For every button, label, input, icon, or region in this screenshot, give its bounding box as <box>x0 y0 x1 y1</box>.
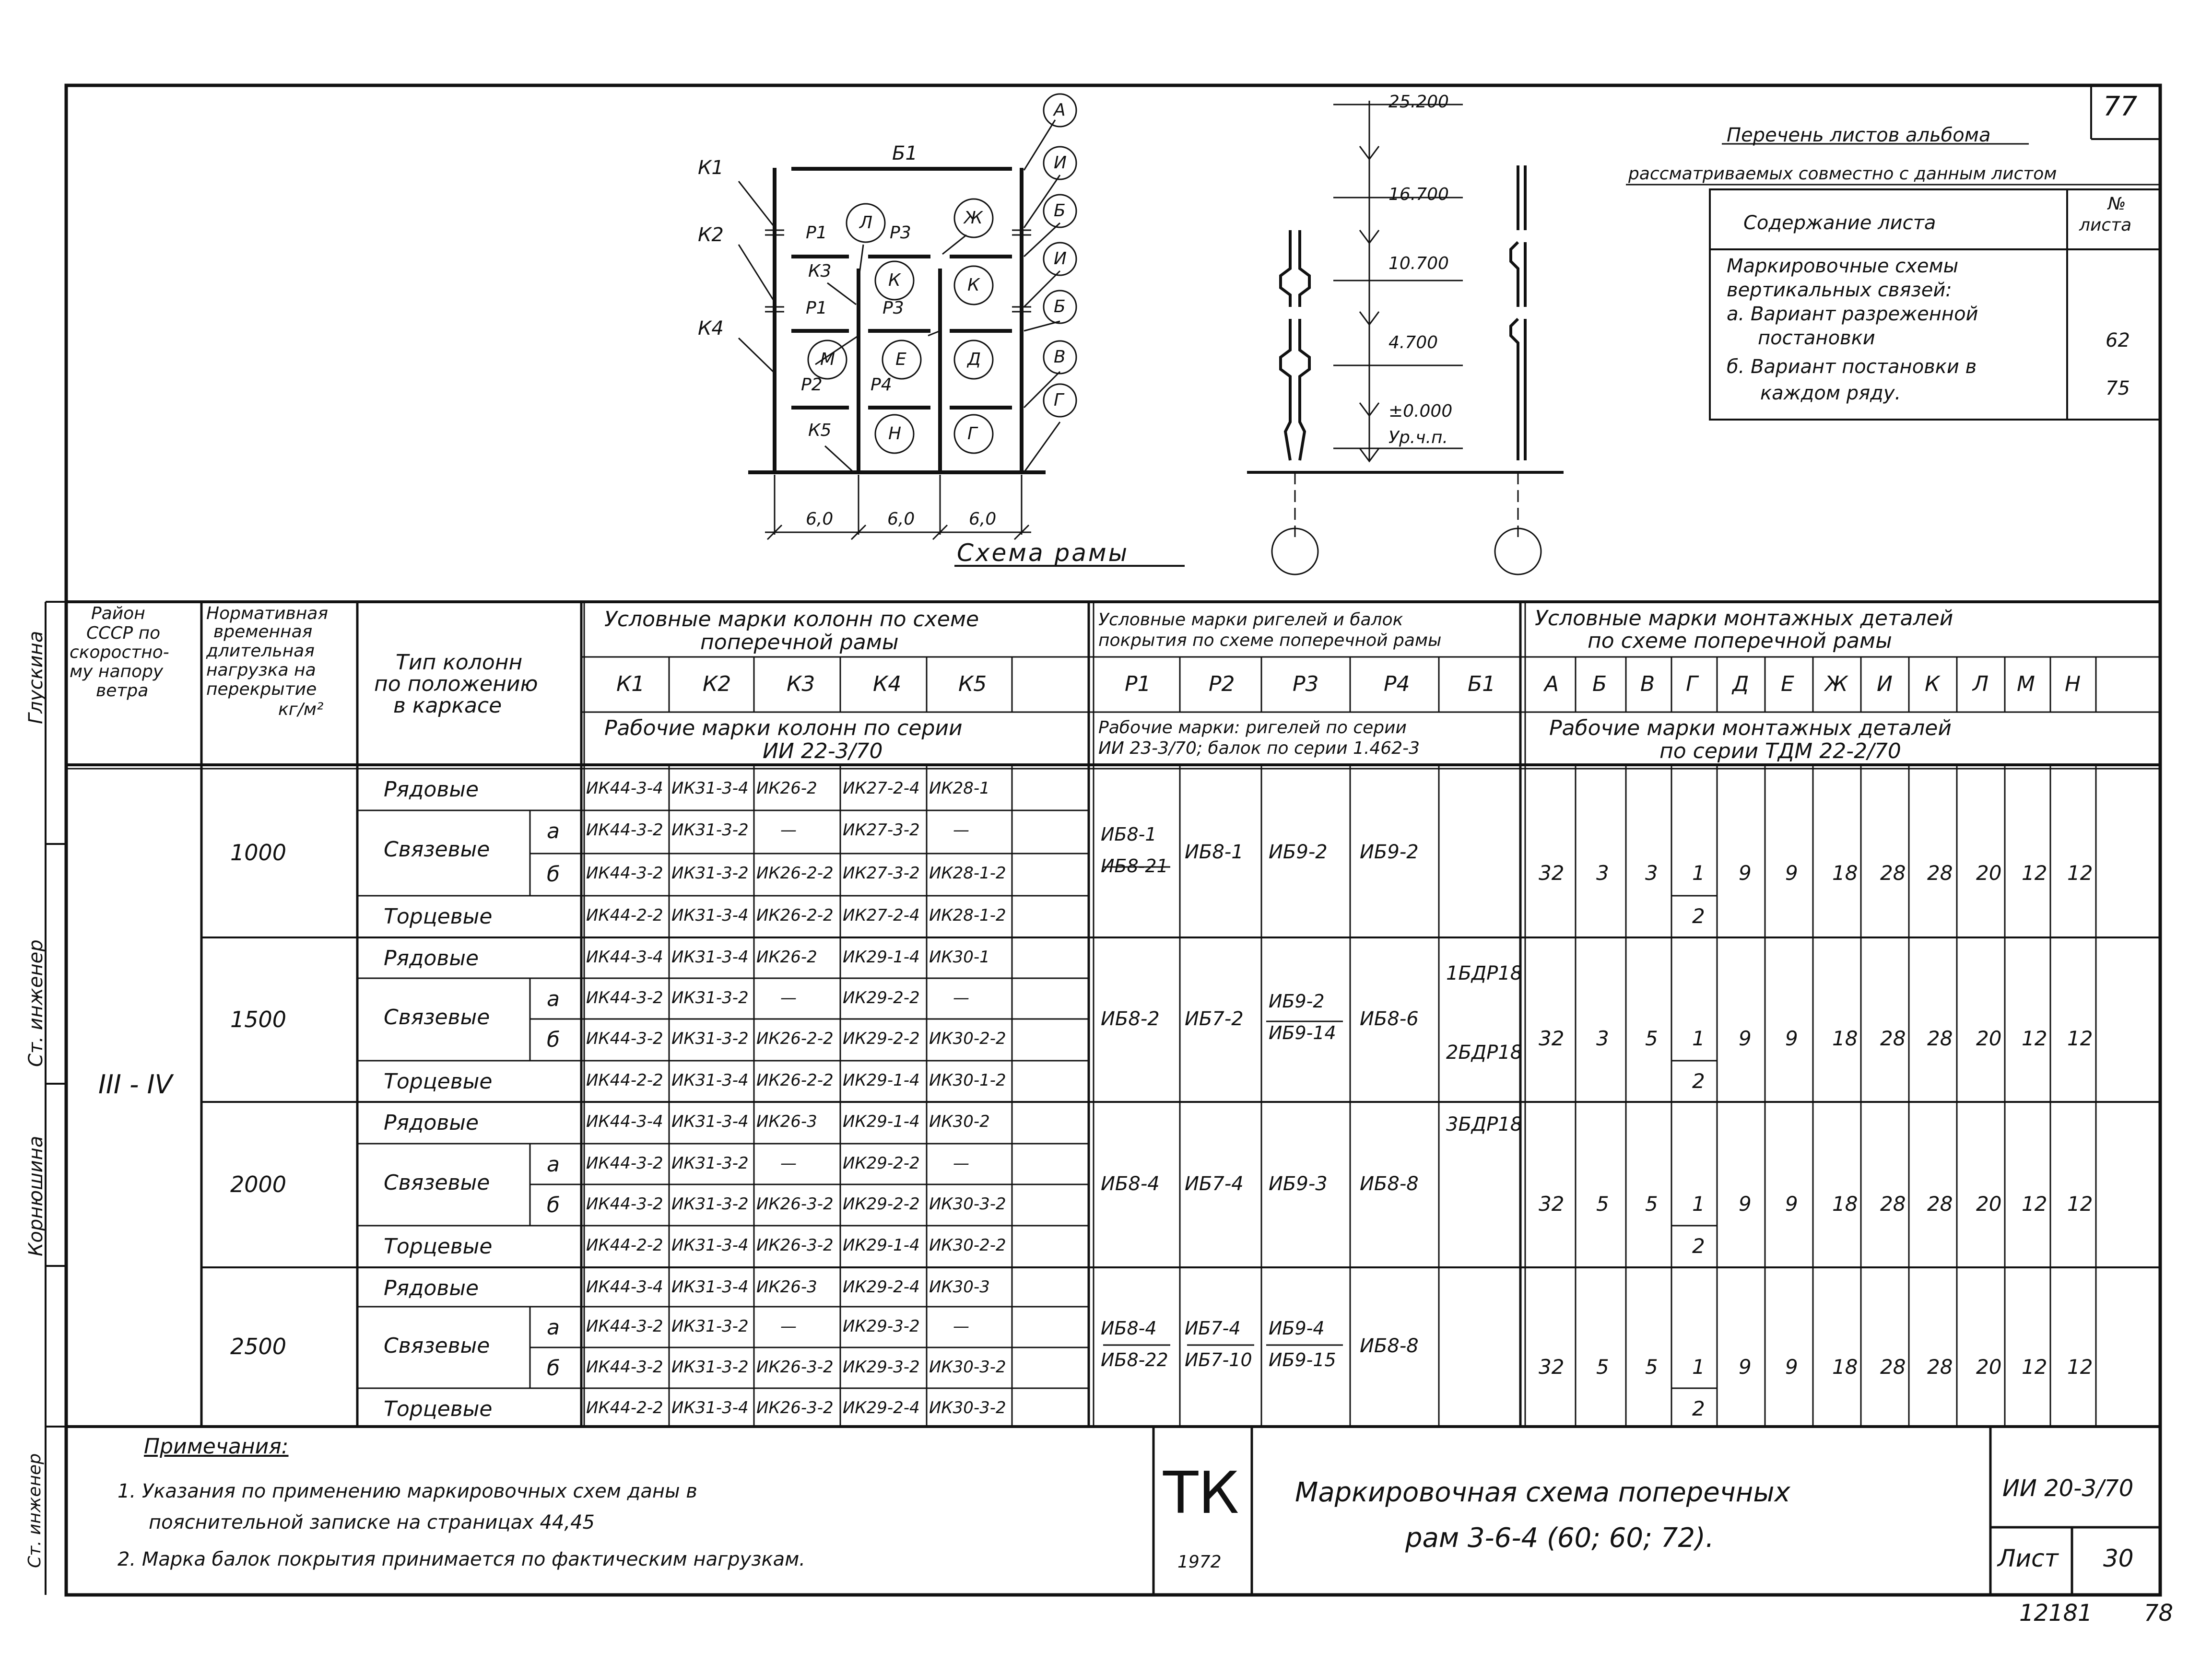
beam-mark-num: ИБ9-2 <box>1269 990 1325 1012</box>
column-mark: ИК26-3 <box>756 1277 817 1297</box>
column-mark: ИК31-3-2 <box>671 1029 749 1048</box>
label-k4: К4 <box>698 317 724 339</box>
column-type: Связевые <box>384 837 490 862</box>
column-mark: ИК26-2 <box>756 779 817 798</box>
column-mark: — <box>780 1317 797 1336</box>
sheet-list-col-content: Содержание листа <box>1743 212 1936 234</box>
column-mark: ИК44-3-2 <box>586 1358 663 1377</box>
label-k2: К2 <box>698 224 724 246</box>
col-key-k5: К5 <box>958 672 987 696</box>
column-type: Торцевые <box>384 904 493 929</box>
detail-mark: 20 <box>1976 1355 2002 1379</box>
level-4700: 4.700 <box>1388 333 1438 352</box>
h-col-marks-2: поперечной рамы <box>700 630 899 655</box>
column-type: Рядовые <box>384 1111 479 1135</box>
h-det-work-2: по серии ТДМ 22-2/70 <box>1659 739 1901 763</box>
column-mark: ИК26-3 <box>756 1112 817 1131</box>
detail-mark: 18 <box>1832 1027 1858 1050</box>
column-mark: ИК28-1-2 <box>929 906 1006 925</box>
column-mark: ИК44-3-2 <box>586 1029 663 1048</box>
h-region-4: му напору <box>70 662 164 681</box>
region-value: III - IV <box>98 1069 173 1100</box>
h-load-5: перекрытие <box>206 679 317 699</box>
column-type: Рядовые <box>384 946 479 971</box>
h-col-marks-1: Условные марки колонн по схеме <box>604 607 979 632</box>
beam-mark-num: ИБ8-4 <box>1101 1318 1157 1339</box>
column-mark: ИК30-1 <box>929 948 990 967</box>
beam-mark-num: ИБ7-4 <box>1185 1318 1241 1339</box>
detail-mark: 5 <box>1645 1027 1658 1050</box>
sheet-list-subtitle: рассматриваемых совместно с данным листом <box>1628 164 2057 184</box>
label-k3: К3 <box>808 261 832 281</box>
detail-mark: 28 <box>1880 861 1906 885</box>
detail-mark: 9 <box>1785 861 1798 885</box>
column-mark: ИК44-3-4 <box>586 1112 663 1131</box>
note-line-2: пояснительной записке на страницах 44,45 <box>149 1511 595 1534</box>
beam-key-p1: Р1 <box>1125 672 1151 696</box>
sheet-list-line-4: постановки <box>1758 327 1875 349</box>
column-mark: ИК31-3-2 <box>671 1154 749 1173</box>
column-mark: ИК31-3-4 <box>671 1398 749 1417</box>
label-p3-mid: Р3 <box>882 298 904 318</box>
detail-mark: 5 <box>1645 1355 1658 1379</box>
column-mark: ИК26-3-2 <box>756 1358 834 1377</box>
column-mark: ИК28-1 <box>929 779 990 798</box>
detail-mark-g-second: 2 <box>1692 1397 1705 1420</box>
detail-mark: 12 <box>2022 1355 2047 1379</box>
label-p3-top: Р3 <box>890 223 911 243</box>
detail-mark: 9 <box>1785 1355 1798 1379</box>
detail-mark: 28 <box>1927 1192 1953 1216</box>
beam-mark: ИБ9-3 <box>1269 1172 1328 1195</box>
load-value: 2500 <box>230 1334 287 1359</box>
side-stamp-role-2: Ст. инженер <box>25 1453 45 1568</box>
detail-mark: 28 <box>1927 861 1953 885</box>
column-mark: — <box>780 1154 797 1173</box>
detail-mark-g-second: 2 <box>1692 1234 1705 1258</box>
det-key-b: Б <box>1592 672 1607 696</box>
detail-mark: 9 <box>1739 1192 1752 1216</box>
detail-mark: 12 <box>2067 861 2093 885</box>
det-key-g: Г <box>1686 672 1698 696</box>
detail-v: В <box>1054 347 1066 367</box>
column-mark: ИК44-2-2 <box>586 906 663 925</box>
detail-mark: 32 <box>1539 1027 1565 1050</box>
detail-n: Н <box>888 424 902 444</box>
h-region-3: скоростно- <box>70 643 169 662</box>
detail-mark: 32 <box>1539 1192 1565 1216</box>
col-key-k3: К3 <box>787 672 815 696</box>
load-value: 1500 <box>230 1006 287 1032</box>
stamp-year: 1972 <box>1177 1552 1222 1572</box>
label-p1-top: Р1 <box>806 223 827 243</box>
column-mark: ИК31-3-2 <box>671 1317 749 1336</box>
h-load-2: временная <box>213 622 313 642</box>
h-region-1: Район <box>91 604 145 623</box>
span-3: 6,0 <box>969 509 997 529</box>
detail-g2: Г <box>967 424 977 444</box>
h-type-3: в каркасе <box>393 693 502 718</box>
beam-mark-den: ИБ8-22 <box>1101 1349 1168 1370</box>
column-mark: ИК29-2-2 <box>843 988 920 1007</box>
h-det-work-1: Рабочие марки монтажных деталей <box>1549 716 1952 740</box>
detail-mark: 20 <box>1976 861 2002 885</box>
detail-zh: Ж <box>964 208 983 228</box>
h-col-work-2: ИИ 22-3/70 <box>763 739 883 763</box>
column-mark: ИК31-3-2 <box>671 864 749 883</box>
h-beam-work-2: ИИ 23-3/70; балок по серии 1.462-3 <box>1098 738 1420 758</box>
column-type: Связевые <box>384 1171 490 1195</box>
h-region-5: ветра <box>96 681 149 701</box>
detail-mark: 18 <box>1832 861 1858 885</box>
detail-mark: 12 <box>2067 1027 2093 1050</box>
detail-mark: 28 <box>1880 1027 1906 1050</box>
column-mark: ИК31-3-4 <box>671 1112 749 1131</box>
column-mark: ИК27-2-4 <box>843 779 920 798</box>
column-mark: ИК30-3-2 <box>929 1194 1006 1214</box>
column-mark: ИК29-2-4 <box>843 1277 920 1297</box>
beam-mark: ИБ8-1 <box>1185 841 1244 863</box>
level-zero: ±0.000 <box>1388 401 1453 421</box>
column-type: Связевые <box>384 1334 490 1358</box>
label-b1: Б1 <box>892 142 918 164</box>
column-mark: ИК31-3-4 <box>671 1071 749 1090</box>
beam-mark-den: ИБ7-10 <box>1185 1349 1252 1370</box>
detail-mark: 12 <box>2022 861 2047 885</box>
column-mark: ИК26-2-2 <box>756 864 834 883</box>
subvariant: а <box>547 1152 560 1177</box>
sheet-list-line-3: а. Вариант разреженной <box>1727 303 1978 325</box>
h-type-1: Тип колонн <box>396 650 523 675</box>
column-mark: ИК26-2-2 <box>756 906 834 925</box>
detail-mark-g-second: 2 <box>1692 904 1705 928</box>
sheet-corner-number: 77 <box>2103 91 2138 122</box>
column-mark: ИК30-3-2 <box>929 1358 1006 1377</box>
column-mark: ИК30-2-2 <box>929 1236 1006 1255</box>
detail-mark: 5 <box>1596 1192 1609 1216</box>
column-type: Рядовые <box>384 1276 479 1300</box>
detail-mark: 9 <box>1739 1355 1752 1379</box>
det-key-k: К <box>1925 672 1940 696</box>
sheet-list-line-1: Маркировочные схемы <box>1727 255 1959 277</box>
beam-mark-num: ИБ9-4 <box>1269 1318 1325 1339</box>
column-mark: ИК31-3-2 <box>671 1194 749 1214</box>
column-type: Торцевые <box>384 1069 493 1094</box>
side-stamp-name-1: Глускина <box>25 631 47 724</box>
sheet-list-col-num-1: № <box>2108 194 2126 214</box>
det-key-a: А <box>1544 672 1559 696</box>
h-type-2: по положению <box>374 672 538 696</box>
detail-mark: 32 <box>1539 1355 1565 1379</box>
h-load-3: длительная <box>206 641 315 661</box>
det-key-e: Е <box>1781 672 1794 696</box>
h-beam-marks-1: Условные марки ригелей и балок <box>1098 610 1403 630</box>
column-mark: ИК29-2-2 <box>843 1194 920 1214</box>
column-mark: ИК44-3-2 <box>586 1154 663 1173</box>
det-key-zh: Ж <box>1825 672 1848 696</box>
detail-mark: 28 <box>1927 1027 1953 1050</box>
side-stamp-role-1: Ст. инженер <box>25 939 47 1067</box>
b1-beam-3: 3БДР18 <box>1446 1113 1523 1136</box>
column-mark: ИК31-3-2 <box>671 988 749 1007</box>
detail-b2: Б <box>1054 297 1066 316</box>
notes-title: Примечания: <box>144 1434 289 1459</box>
column-mark: ИК30-3-2 <box>929 1398 1006 1417</box>
det-key-n: Н <box>2065 672 2081 696</box>
detail-mark: 3 <box>1596 861 1609 885</box>
sheet-list-num-62: 62 <box>2106 329 2130 351</box>
label-p1-mid: Р1 <box>806 298 827 318</box>
h-load-4: нагрузка на <box>206 660 316 680</box>
subvariant: а <box>547 1315 560 1340</box>
column-mark: ИК26-2 <box>756 948 817 967</box>
detail-k2: К <box>967 275 980 295</box>
column-mark: ИК26-3-2 <box>756 1236 834 1255</box>
subvariant: б <box>547 1356 560 1381</box>
stamp-title-1: Маркировочная схема поперечных <box>1295 1477 1790 1508</box>
h-det-marks-2: по схеме поперечной рамы <box>1588 629 1892 653</box>
beam-mark: ИБ8-2 <box>1101 1007 1160 1030</box>
b1-beam-1: 1БДР18 <box>1446 962 1523 984</box>
column-mark: — <box>953 988 969 1007</box>
beam-mark-den: ИБ9-15 <box>1269 1349 1336 1370</box>
detail-mark: 12 <box>2022 1192 2047 1216</box>
detail-mark: 5 <box>1645 1192 1658 1216</box>
column-mark: ИК31-3-4 <box>671 1277 749 1297</box>
column-mark: — <box>953 820 969 840</box>
detail-mark: 9 <box>1785 1027 1798 1050</box>
column-mark: ИК44-3-4 <box>586 1277 663 1297</box>
column-mark: — <box>953 1154 969 1173</box>
column-mark: ИК28-1-2 <box>929 864 1006 883</box>
column-mark: ИК29-2-2 <box>843 1029 920 1048</box>
column-mark: ИК26-3-2 <box>756 1398 834 1417</box>
column-mark: ИК27-2-4 <box>843 906 920 925</box>
detail-i2: И <box>1054 249 1067 269</box>
detail-mark: 18 <box>1832 1192 1858 1216</box>
detail-mark: 5 <box>1596 1355 1609 1379</box>
detail-mark: 1 <box>1692 1355 1705 1379</box>
detail-mark: 1 <box>1692 1192 1705 1216</box>
column-mark: ИК31-3-2 <box>671 820 749 840</box>
det-key-v: В <box>1640 672 1655 696</box>
detail-e: Е <box>895 350 906 369</box>
col-key-k2: К2 <box>703 672 731 696</box>
frame-scheme-caption: Схема рамы <box>957 539 1130 567</box>
level-10700: 10.700 <box>1388 254 1449 273</box>
column-mark: ИК44-3-2 <box>586 864 663 883</box>
detail-b1: Б <box>1054 201 1066 221</box>
subvariant: б <box>547 862 560 887</box>
stamp-logo: ТК <box>1163 1460 1239 1527</box>
beam-key-p3: Р3 <box>1293 672 1319 696</box>
column-type: Торцевые <box>384 1234 493 1259</box>
column-mark: ИК29-2-2 <box>843 1154 920 1173</box>
beam-mark: ИБ9-2 <box>1360 841 1419 863</box>
detail-mark: 1 <box>1692 861 1705 885</box>
column-mark: ИК44-3-2 <box>586 820 663 840</box>
note-line-3: 2. Марка балок покрытия принимается по фактическим нагрузкам. <box>118 1548 806 1570</box>
column-mark: ИК31-3-4 <box>671 948 749 967</box>
label-p2: Р2 <box>801 375 823 395</box>
column-mark: ИК44-2-2 <box>586 1236 663 1255</box>
column-mark: ИК29-2-4 <box>843 1398 920 1417</box>
detail-d: Д <box>967 350 981 369</box>
load-value: 1000 <box>230 840 287 866</box>
column-mark: — <box>780 988 797 1007</box>
col-key-k1: К1 <box>616 672 645 696</box>
stamp-title-2: рам 3-6-4 (60; 60; 72). <box>1405 1522 1714 1554</box>
subvariant: а <box>547 819 560 843</box>
detail-mark: 9 <box>1739 861 1752 885</box>
detail-mark: 20 <box>1976 1192 2002 1216</box>
h-beam-work-1: Рабочие марки: ригелей по серии <box>1098 718 1407 737</box>
column-mark: ИК29-1-4 <box>843 1071 920 1090</box>
column-mark: ИК31-3-4 <box>671 906 749 925</box>
h-region-2: СССР по <box>86 623 161 643</box>
det-key-l: Л <box>1973 672 1989 696</box>
detail-mark: 1 <box>1692 1027 1705 1050</box>
beam-mark-num: ИБ8-1 <box>1101 824 1157 845</box>
subvariant: а <box>547 987 560 1011</box>
level-floor: Ур.ч.п. <box>1388 428 1448 447</box>
detail-k1: К <box>888 270 901 290</box>
detail-l: Л <box>859 213 873 233</box>
subvariant: б <box>547 1028 560 1052</box>
stamp-series: ИИ 20-3/70 <box>2002 1475 2134 1502</box>
sheet-list-line-2: вертикальных связей: <box>1727 279 1952 301</box>
column-mark: ИК29-1-4 <box>843 948 920 967</box>
label-k5: К5 <box>808 421 832 440</box>
detail-a: А <box>1054 100 1066 120</box>
side-stamp-name-2: Корнюшина <box>25 1136 47 1256</box>
column-mark: ИК30-3 <box>929 1277 990 1297</box>
column-mark: ИК27-3-2 <box>843 820 920 840</box>
column-mark: ИК29-3-2 <box>843 1317 920 1336</box>
column-mark: ИК31-3-2 <box>671 1358 749 1377</box>
column-mark: ИК44-3-2 <box>586 988 663 1007</box>
column-mark: ИК44-3-4 <box>586 948 663 967</box>
level-16700: 16.700 <box>1388 185 1449 204</box>
column-type: Торцевые <box>384 1397 493 1421</box>
column-mark: ИК44-3-2 <box>586 1317 663 1336</box>
h-load-6: кг/м² <box>278 700 324 719</box>
column-mark: ИК30-2-2 <box>929 1029 1006 1048</box>
beam-mark: ИБ8-6 <box>1360 1007 1419 1030</box>
span-2: 6,0 <box>887 509 915 529</box>
column-mark: ИК30-2 <box>929 1112 990 1131</box>
col-key-k4: К4 <box>873 672 902 696</box>
column-mark: ИК26-2-2 <box>756 1071 834 1090</box>
detail-mark: 28 <box>1927 1355 1953 1379</box>
detail-mark: 28 <box>1880 1192 1906 1216</box>
beam-mark-den: ИБ8-21 <box>1101 855 1168 877</box>
detail-m: М <box>820 350 835 369</box>
column-mark: ИК44-2-2 <box>586 1071 663 1090</box>
column-type: Рядовые <box>384 777 479 802</box>
column-mark: ИК44-2-2 <box>586 1398 663 1417</box>
h-col-work-1: Рабочие марки колонн по серии <box>604 716 963 740</box>
detail-mark: 20 <box>1976 1027 2002 1050</box>
beam-mark-den: ИБ9-14 <box>1269 1022 1336 1043</box>
detail-g1: Г <box>1054 390 1064 410</box>
sheet-list-col-num-2: листа <box>2079 215 2132 235</box>
det-key-d: Д <box>1732 672 1749 696</box>
column-mark: ИК30-1-2 <box>929 1071 1006 1090</box>
beam-mark: ИБ8-8 <box>1360 1335 1419 1357</box>
span-1: 6,0 <box>806 509 834 529</box>
label-k1: К1 <box>698 157 724 179</box>
sheet-list-line-5: б. Вариант постановки в <box>1727 356 1977 378</box>
sheet-list-line-6: каждом ряду. <box>1760 382 1901 404</box>
detail-mark: 32 <box>1539 861 1565 885</box>
detail-mark: 18 <box>1832 1355 1858 1379</box>
detail-mark: 12 <box>2022 1027 2047 1050</box>
label-p4: Р4 <box>871 375 892 395</box>
beam-key-b1: Б1 <box>1468 672 1496 696</box>
column-type: Связевые <box>384 1005 490 1030</box>
column-mark: ИК29-3-2 <box>843 1358 920 1377</box>
beam-key-p2: Р2 <box>1209 672 1235 696</box>
column-mark: ИК31-3-4 <box>671 1236 749 1255</box>
h-load-1: Нормативная <box>206 604 329 623</box>
sheet-list-num-75: 75 <box>2106 377 2130 399</box>
column-mark: ИК31-3-4 <box>671 779 749 798</box>
detail-mark: 9 <box>1785 1192 1798 1216</box>
column-mark: ИК27-3-2 <box>843 864 920 883</box>
detail-i1: И <box>1054 153 1067 173</box>
det-key-i: И <box>1877 672 1893 696</box>
beam-mark: ИБ8-8 <box>1360 1172 1419 1195</box>
detail-mark: 3 <box>1596 1027 1609 1050</box>
beam-mark: ИБ9-2 <box>1269 841 1328 863</box>
h-beam-marks-2: покрытия по схеме поперечной рамы <box>1098 631 1442 650</box>
column-mark: ИК26-2-2 <box>756 1029 834 1048</box>
column-mark: ИК29-1-4 <box>843 1112 920 1131</box>
det-key-m: М <box>2017 672 2035 696</box>
column-mark: — <box>953 1317 969 1336</box>
load-value: 2000 <box>230 1171 287 1197</box>
level-25200: 25.200 <box>1388 92 1449 112</box>
page-number: 78 <box>2144 1600 2174 1627</box>
detail-mark-g-second: 2 <box>1692 1069 1705 1093</box>
detail-mark: 3 <box>1645 861 1658 885</box>
detail-mark: 12 <box>2067 1355 2093 1379</box>
stamp-sheet-label: Лист <box>1998 1545 2059 1572</box>
stamp-sheet-no: 30 <box>2103 1545 2134 1572</box>
h-det-marks-1: Условные марки монтажных деталей <box>1535 606 1953 631</box>
detail-mark: 9 <box>1739 1027 1752 1050</box>
column-mark: ИК44-3-4 <box>586 779 663 798</box>
sheet-list-title: Перечень листов альбома <box>1727 124 1991 146</box>
column-mark: — <box>780 820 797 840</box>
beam-mark: ИБ7-2 <box>1185 1007 1244 1030</box>
detail-mark: 12 <box>2067 1192 2093 1216</box>
column-mark: ИК29-1-4 <box>843 1236 920 1255</box>
archive-number: 12181 <box>2019 1600 2093 1627</box>
detail-mark: 28 <box>1880 1355 1906 1379</box>
beam-mark: ИБ7-4 <box>1185 1172 1244 1195</box>
column-mark: ИК26-3-2 <box>756 1194 834 1214</box>
note-line-1: 1. Указания по применению маркировочных схем даны в <box>118 1480 697 1502</box>
beam-mark: ИБ8-4 <box>1101 1172 1160 1195</box>
b1-beam-2: 2БДР18 <box>1446 1042 1523 1064</box>
beam-key-p4: Р4 <box>1384 672 1410 696</box>
subvariant: б <box>547 1193 560 1217</box>
column-mark: ИК44-3-2 <box>586 1194 663 1214</box>
